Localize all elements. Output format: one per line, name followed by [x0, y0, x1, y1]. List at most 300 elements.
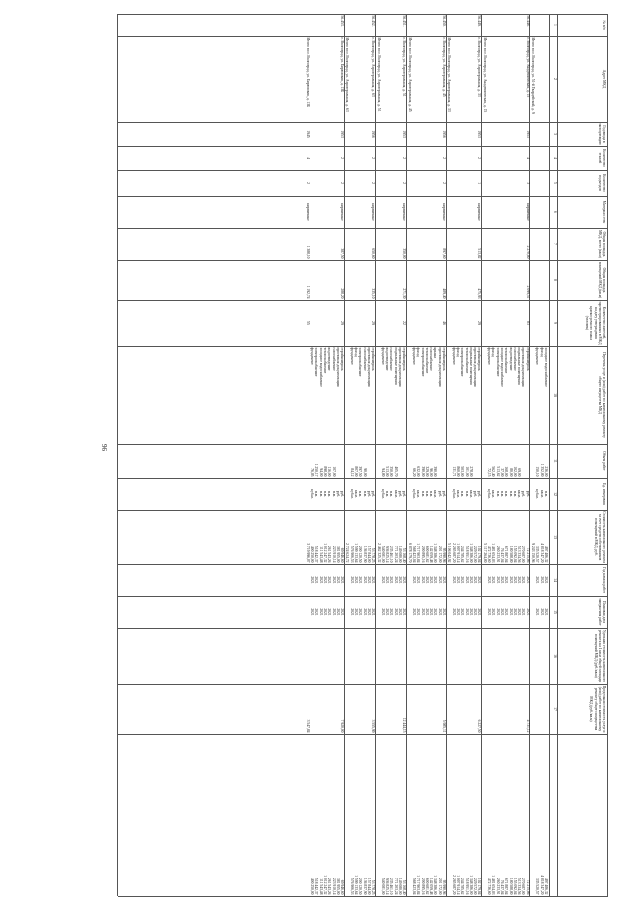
- work-volume: 390,00: [420, 466, 425, 477]
- work-end-year: 2021: [504, 608, 509, 616]
- total-area: 387,50: [340, 248, 345, 259]
- unit-cost: 12 444,15: [402, 717, 407, 733]
- work-limit-cost: 1 007 914,14: [456, 875, 460, 895]
- work-start-year: 2021: [402, 576, 407, 584]
- work-volume: 150,10: [535, 466, 540, 477]
- entrances-count: 2: [402, 182, 407, 184]
- work-end-year: 2021: [512, 608, 517, 616]
- residents-count: 83: [525, 321, 530, 325]
- work-cost: 72 215,86: [525, 547, 530, 563]
- work-unit: п.м.: [495, 490, 500, 498]
- work-end-year: 2021: [517, 608, 522, 616]
- total-area: 897,60: [442, 248, 447, 259]
- work-end-year: 2021: [424, 608, 429, 616]
- work-limit-cost: 244 785,62: [460, 877, 465, 895]
- work-unit: куб.м.: [535, 489, 540, 499]
- column-number: 10: [553, 393, 557, 397]
- work-limit-cost: 142 059,48: [429, 877, 434, 895]
- work-limit-cost: 261 543,26: [327, 877, 332, 895]
- work-type: стройконтроль: [340, 347, 345, 371]
- work-volume: 66,20: [412, 468, 416, 477]
- work-end-year: 2021: [460, 608, 465, 616]
- work-end-year: 2021: [398, 608, 403, 616]
- work-type: стройконтроль: [442, 347, 447, 371]
- work-start-year: 2021: [335, 576, 340, 584]
- address-total-label: Итого по г. Волгоград, ул. 51-й Гвардейской, д. 9: [531, 37, 536, 114]
- work-end-year: 2021: [362, 608, 367, 616]
- floors-count: 2: [442, 157, 447, 159]
- work-volume: 96,00: [429, 468, 434, 477]
- building-number: 56.452.: [371, 15, 376, 27]
- work-cost: 472 736,60: [487, 545, 492, 563]
- work-end-year: 2021: [318, 608, 323, 616]
- wall-material: кирпичные: [371, 203, 376, 221]
- work-unit: куб.м.: [412, 489, 416, 499]
- unit-cost: 3 547,84: [305, 719, 310, 733]
- column-number: 1: [553, 24, 557, 26]
- work-type: теплоснабжение: [504, 347, 509, 374]
- entrances-count: 2: [442, 182, 447, 184]
- work-limit-cost: 540 081,00: [380, 877, 385, 895]
- premises-area: 489,40: [442, 288, 447, 299]
- work-limit-cost: 600 681,62: [424, 877, 429, 895]
- work-type: электроснабжение: [314, 347, 319, 377]
- premises-area: 288,20: [340, 288, 345, 299]
- work-cost: 497 486,32: [544, 545, 548, 563]
- work-end-year: 2021: [340, 608, 345, 616]
- work-end-year: 2021: [393, 608, 398, 616]
- work-cost: 771 203,24: [393, 545, 398, 563]
- work-volume: 1 250,17: [314, 463, 319, 477]
- work-limit-cost: 497 486,32: [544, 877, 548, 895]
- work-start-year: 2021: [310, 576, 315, 584]
- work-volume: 1 352,80: [539, 463, 544, 477]
- work-unit: куб.м.: [487, 489, 492, 499]
- column-number: 13: [553, 535, 557, 539]
- work-cost: 201 172,00: [437, 545, 442, 563]
- work-start-year: 2021: [349, 576, 354, 584]
- column-header: Объем работ: [602, 451, 606, 471]
- work-volume: 107,00: [331, 466, 336, 477]
- unit-cost: 3 555,99: [371, 719, 376, 733]
- build-year: 1953: [402, 130, 407, 138]
- work-cost: 200 895,16: [420, 545, 425, 563]
- column-number: 16: [553, 654, 557, 658]
- work-type: электроснабжение: [460, 347, 465, 377]
- work-type: проектная документация: [437, 347, 442, 387]
- work-start-year: 2021: [451, 576, 456, 584]
- work-end-year: 2021: [385, 608, 390, 616]
- address-total-label: Итого по г. Волгоград, ул. Академическая, д. 15: [482, 37, 487, 113]
- address-total-row: [604, 14, 608, 896]
- work-limit-cost: 2 265 687,20: [451, 875, 456, 895]
- address-total-cost: 5 117 264,80: [482, 543, 487, 563]
- work-type: газоснабжение: [362, 347, 367, 371]
- work-limit-cost: 155 092,04: [512, 877, 517, 895]
- work-volume: 236,00: [544, 466, 548, 477]
- premises-area: 2 099,51: [525, 285, 530, 299]
- column-header: № п/п: [602, 20, 606, 30]
- work-volume: 94,80: [380, 468, 385, 477]
- build-year: 1956: [442, 130, 447, 138]
- work-limit-cost: 771 203,24: [393, 877, 398, 895]
- work-volume: 80,00: [508, 468, 513, 477]
- address-total-label: Итого по г. Волгоград, ул. Аэрогерольная, д. 63: [345, 37, 350, 112]
- wall-material: кирпичные: [442, 203, 447, 221]
- work-end-year: 2021: [495, 608, 500, 616]
- work-volume: 76,05: [310, 468, 315, 477]
- work-start-year: 2021: [429, 576, 434, 584]
- column-number: 5: [553, 182, 557, 184]
- residents-count: 55: [305, 321, 310, 325]
- work-unit: п.м.: [327, 490, 332, 498]
- work-volume: 72,15: [487, 468, 492, 477]
- work-type: проектная документация: [367, 347, 371, 387]
- work-cost: 1 717 903,84: [416, 543, 421, 563]
- build-year: 1953: [477, 130, 482, 138]
- work-type: фасад: [491, 347, 496, 357]
- building-number: 56.450.: [442, 15, 447, 27]
- work-cost: 157 844,00: [367, 545, 371, 563]
- work-end-year: 2021: [327, 608, 332, 616]
- work-unit: куб.м.: [451, 489, 456, 499]
- work-cost: 518 951,16: [464, 545, 469, 563]
- entrances-count: 2: [371, 182, 376, 184]
- work-unit: руб.: [340, 490, 345, 498]
- address-total-label: Итого по г. Волгоград, ул. Аэрогерольная, д. 51: [376, 37, 381, 112]
- work-cost: 136 837,90: [362, 545, 367, 563]
- work-end-year: 2021: [402, 608, 407, 616]
- work-unit: п.м.: [460, 490, 465, 498]
- work-end-year: 2021: [433, 608, 438, 616]
- column-header: Ед. измерения: [602, 483, 606, 505]
- work-volume: 168,00: [504, 466, 509, 477]
- work-volume: 503,00: [460, 466, 465, 477]
- work-limit-cost: 180 588,80: [508, 877, 513, 895]
- work-limit-cost: 229 572,00: [473, 877, 478, 895]
- work-unit: руб.: [437, 490, 442, 498]
- work-limit-cost: 1 599 133,64: [354, 875, 359, 895]
- work-cost: 149 080,00: [398, 545, 403, 563]
- work-unit: кв.м.: [517, 490, 522, 498]
- floors-count: 2: [477, 157, 482, 159]
- work-volume: 37,00: [500, 468, 504, 477]
- work-start-year: 2021: [460, 576, 465, 584]
- work-start-year: 2021: [500, 576, 504, 584]
- work-cost: 1 007 914,14: [456, 543, 460, 563]
- work-volume: 101,00: [464, 466, 469, 477]
- work-unit: кв.м.: [393, 490, 398, 498]
- work-start-year: 2021: [424, 576, 429, 584]
- work-cost: 102 179,04: [477, 545, 482, 563]
- work-start-year: 2021: [521, 576, 526, 584]
- work-end-year: 2021: [464, 608, 469, 616]
- floors-count: 4: [305, 157, 310, 159]
- work-volume: 860,00: [456, 466, 460, 477]
- work-limit-cost: 53 168,40: [402, 879, 407, 895]
- column-rule: [118, 896, 608, 897]
- work-limit-cost: 102 179,04: [477, 877, 482, 895]
- work-limit-cost: 95 990,96: [442, 879, 447, 895]
- work-volume: 84,12: [349, 468, 354, 477]
- work-limit-cost: 4 818 347,20: [539, 875, 544, 895]
- entrances-count: 2: [305, 182, 310, 184]
- work-limit-cost: 223 910,14: [331, 877, 336, 895]
- premises-area: 271,30: [402, 288, 407, 299]
- column-number: 3: [553, 133, 557, 135]
- work-start-year: 2021: [512, 576, 517, 584]
- work-cost: 142 059,48: [429, 545, 434, 563]
- column-header: Год начала работ: [602, 567, 606, 593]
- premises-area: 1 192,74: [305, 285, 310, 299]
- work-volume: 278,00: [468, 466, 473, 477]
- work-limit-cost: 157 844,00: [367, 877, 371, 895]
- work-type: электроснабжение: [495, 347, 500, 377]
- work-volume: 329,00: [424, 466, 429, 477]
- work-start-year: 2021: [318, 576, 323, 584]
- work-unit: п.м.: [429, 490, 434, 498]
- work-start-year: 2021: [362, 576, 367, 584]
- column-header: Перечень услуг и (или) работ по капитальному ремонту общего имущества МКД: [597, 352, 606, 438]
- work-limit-cost: 76 437,04: [500, 879, 504, 895]
- wall-material: кирпичные: [477, 203, 482, 221]
- work-start-year: 2021: [420, 576, 425, 584]
- work-type: фундамент: [380, 347, 385, 365]
- work-end-year: 2021: [525, 608, 530, 616]
- work-unit: п.м.: [323, 490, 327, 498]
- work-start-year: 2021: [385, 576, 390, 584]
- column-number: 4: [553, 157, 557, 159]
- page-number: 96: [100, 444, 108, 451]
- work-end-year: 2021: [354, 608, 359, 616]
- column-header: Год ввода в эксплуатацию: [597, 123, 606, 145]
- work-limit-cost: 1 481 654,03: [491, 875, 496, 895]
- work-volume: 94,00: [318, 468, 323, 477]
- wall-material: кирпичные: [525, 203, 530, 221]
- building-number: 56.453.: [340, 15, 345, 27]
- work-type: крыша: [433, 347, 438, 359]
- work-type: водоотведение: [327, 347, 332, 371]
- work-cost: 335 520,57: [535, 545, 540, 563]
- premises-area: 335,10: [371, 288, 376, 299]
- work-type: подвальные помещения: [393, 347, 398, 385]
- unit-cost: 7 920,00: [340, 719, 345, 733]
- column-rule: [118, 260, 608, 261]
- work-unit: кв.м.: [354, 490, 359, 498]
- work-type: проектная документация: [398, 347, 403, 387]
- residents-count: 29: [477, 321, 482, 325]
- work-type: подвальные помещения: [517, 347, 522, 385]
- work-start-year: 2021: [412, 576, 416, 584]
- work-limit-cost: 381 955,00: [335, 877, 340, 895]
- work-limit-cost: 335 520,57: [535, 877, 540, 895]
- work-start-year: 2021: [473, 576, 478, 584]
- address-total-cost: 3 719 996,07: [305, 543, 310, 563]
- building-number: 56.449.: [477, 15, 482, 27]
- work-limit-cost: 1 348 386,00: [468, 875, 473, 895]
- work-end-year: 2021: [371, 608, 376, 616]
- address-total-label: Итого по г. Волгоград, ул. Аэрогерольная, д. 45: [407, 37, 412, 112]
- work-unit: п.м.: [544, 490, 548, 498]
- work-unit: п.м.: [420, 490, 425, 498]
- work-volume: 513,62: [495, 466, 500, 477]
- column-header: Предельная стоимость услуг и (или) работ по капитальному ремонту общего имущества МКД (руб./кв.м): [589, 685, 606, 733]
- work-cost: 1 012 247,32: [323, 543, 327, 563]
- building-address: г. Волгоград, ул. Аэрогерольная, д. 51: [402, 37, 407, 97]
- building-address: г. Волгоград, ул. Аэрогерольная, д. 45: [442, 37, 447, 97]
- work-cost: 400 250,00: [310, 545, 315, 563]
- work-unit: руб.: [442, 490, 447, 498]
- work-volume: 90,00: [362, 468, 367, 477]
- work-limit-cost: 1 012 247,32: [323, 875, 327, 895]
- work-type: фундамент: [412, 347, 416, 365]
- work-type: проектная документация: [335, 347, 340, 387]
- work-limit-cost: 1 348 386,00: [433, 875, 438, 895]
- work-start-year: 2021: [491, 576, 496, 584]
- build-year: 1956: [371, 130, 376, 138]
- floors-count: 2: [402, 157, 407, 159]
- address-total-cost: 2 724 624,72: [345, 543, 350, 563]
- work-start-year: 2021: [468, 576, 473, 584]
- work-limit-cost: 472 736,60: [487, 877, 492, 895]
- wall-material: кирпичные: [340, 203, 345, 221]
- row-rule: [557, 14, 558, 896]
- work-unit: п.м.: [358, 490, 363, 498]
- work-cost: 576 906,53: [349, 545, 354, 563]
- work-unit: кв.м.: [539, 490, 544, 498]
- work-cost: 1 348 386,00: [433, 543, 438, 563]
- work-start-year: 2021: [544, 576, 548, 584]
- work-cost: 155 092,04: [512, 545, 517, 563]
- work-type: фасад: [456, 347, 460, 357]
- work-start-year: 2021: [508, 576, 513, 584]
- building-number: 56.451.: [402, 15, 407, 27]
- work-cost: 95 990,96: [442, 547, 447, 563]
- work-type: электроснабжение: [358, 347, 363, 377]
- address-total-label: Итого по г. Волгоград, ул. Аэрогерольная, д. 33: [447, 37, 452, 112]
- work-unit: руб.: [402, 490, 407, 498]
- work-limit-cost: 111 543,48: [318, 878, 323, 895]
- work-end-year: 2021: [331, 608, 336, 616]
- work-type: электроснабжение: [420, 347, 425, 377]
- work-volume: 102,00: [512, 466, 517, 477]
- entrances-count: 2: [340, 182, 345, 184]
- work-unit: п.м.: [500, 490, 504, 498]
- total-area: 650,60: [371, 248, 376, 259]
- work-start-year: 2021: [331, 576, 336, 584]
- work-unit: куб.м.: [380, 489, 385, 499]
- work-type: водоотведение: [385, 347, 390, 371]
- work-volume: 116,00: [327, 466, 332, 477]
- work-limit-cost: 69 946,60: [340, 879, 345, 895]
- work-limit-cost: 149 080,00: [398, 877, 403, 895]
- work-limit-cost: 518 442,37: [314, 877, 319, 895]
- total-area: 2 270,80: [525, 245, 530, 259]
- column-rule: [118, 300, 608, 301]
- building-address: г. Волгоград, ул. Академическая, д. 15: [525, 37, 530, 98]
- work-type: фундамент: [349, 347, 354, 365]
- work-end-year: 2021: [544, 608, 548, 616]
- work-type: фасад: [416, 347, 421, 357]
- column-number: 8: [553, 279, 557, 281]
- work-unit: руб.: [477, 490, 482, 498]
- entrances-count: 3: [525, 182, 530, 184]
- work-cost: 229 572,00: [473, 545, 478, 563]
- address-total-cost: 9 243 150,96: [531, 543, 536, 563]
- work-type: подвальные помещения: [468, 347, 473, 385]
- work-volume: 807,00: [354, 466, 359, 477]
- work-type: проектная документация: [521, 347, 526, 387]
- column-number: 7: [553, 243, 557, 245]
- work-end-year: 2021: [323, 608, 327, 616]
- work-volume: 131,71: [451, 466, 456, 477]
- work-cost: 1 599 133,64: [354, 543, 359, 563]
- work-cost: 513 334,56: [517, 545, 522, 563]
- work-cost: 200 120,50: [358, 545, 363, 563]
- work-cost: 260 233,91: [495, 545, 500, 563]
- work-end-year: 2021: [491, 608, 496, 616]
- work-start-year: 2021: [380, 576, 385, 584]
- work-volume: 562,40: [491, 466, 496, 477]
- work-end-year: 2021: [451, 608, 456, 616]
- work-cost: 111 543,48: [318, 546, 323, 563]
- work-end-year: 2021: [521, 608, 526, 616]
- column-rule: [118, 628, 608, 629]
- work-limit-cost: 671 887,04: [504, 877, 509, 895]
- work-volume: 405,70: [393, 466, 398, 477]
- work-cost: 568 423,04: [412, 545, 416, 563]
- column-header: Адрес МКД: [602, 69, 606, 89]
- column-rule: [118, 14, 608, 15]
- work-type: стройконтроль: [477, 347, 482, 371]
- work-unit: кв.м.: [491, 490, 496, 498]
- work-end-year: 2021: [335, 608, 340, 616]
- work-end-year: 2021: [429, 608, 434, 616]
- work-cost: 270 687,00: [521, 545, 526, 563]
- work-unit: п.м.: [508, 490, 513, 498]
- work-type: фундамент: [451, 347, 456, 365]
- work-unit: кв.м.: [433, 490, 438, 498]
- floors-count: 4: [525, 157, 530, 159]
- work-end-year: 2021: [477, 608, 482, 616]
- work-type: стройконтроль: [402, 347, 407, 371]
- building-address: г. Волгоград, ул. Бирюзовая, д. 13Б: [340, 37, 345, 93]
- work-type: газоснабжение: [331, 347, 336, 371]
- work-limit-cost: 270 687,00: [521, 877, 526, 895]
- work-end-year: 2021: [468, 608, 473, 616]
- work-cost: 235 461,10: [389, 545, 394, 563]
- unit-cost: 5 985,11: [442, 719, 447, 733]
- work-volume: 513,00: [385, 466, 390, 477]
- work-cost: 76 437,04: [500, 547, 504, 563]
- column-number: 15: [553, 610, 557, 614]
- work-start-year: 2021: [314, 576, 319, 584]
- address-total-cost: 5 106 042,92: [447, 543, 452, 563]
- work-type: газоснабжение: [429, 347, 434, 371]
- unit-cost: 6 227,50: [477, 719, 482, 733]
- build-year: 1953: [340, 130, 345, 138]
- work-cost: 671 887,04: [504, 545, 509, 563]
- floors-count: 2: [340, 157, 345, 159]
- work-start-year: 2021: [327, 576, 332, 584]
- work-start-year: 2021: [354, 576, 359, 584]
- work-start-year: 2021: [393, 576, 398, 584]
- total-area: 1 388,10: [305, 245, 310, 259]
- address-total-cost: 2 462 325,32: [376, 543, 381, 563]
- work-unit: кв.м.: [468, 490, 473, 498]
- work-limit-cost: 400 250,00: [310, 877, 315, 895]
- work-type: теплоснабжение: [424, 347, 429, 374]
